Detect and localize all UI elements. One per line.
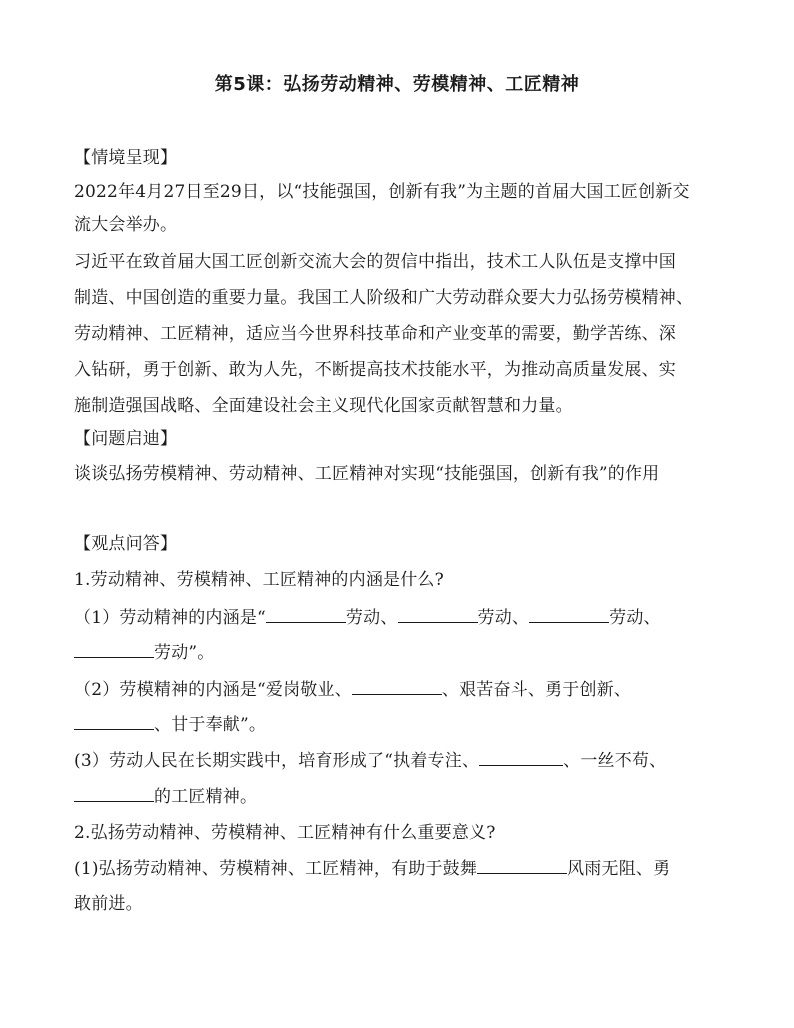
q1-2-prefix: （2）劳模精神的内涵是“爱岗敬业、	[74, 680, 352, 700]
q1-3-end: 的工匠精神。	[154, 787, 258, 807]
question-1-2-line2	[74, 713, 734, 737]
q1-1-sep: 、	[380, 608, 398, 628]
answer-blank[interactable]	[479, 749, 563, 766]
question-1-1-line1	[74, 606, 734, 630]
answer-blank[interactable]	[74, 713, 154, 730]
q1-1-end: 劳动”。	[154, 643, 215, 663]
question-1-1-line2	[74, 641, 734, 665]
scenario-para2-line1: 习近平在致首届大国工匠创新交流大会的贺信中指出，技术工人队伍是支撑中国	[74, 252, 676, 272]
scenario-para2-line5: 施制造强国战略、全面建设社会主义现代化国家贡献智慧和力量。	[74, 396, 573, 416]
scenario-para2-line4: 入钻研，勇于创新、敢为人先，不断提高技术技能水平，为推动高质量发展、实	[74, 360, 676, 380]
q2-1-prefix: (1)弘扬劳动精神、劳模精神、工匠精神，有助于鼓舞	[74, 859, 478, 879]
question-prompt-text: 谈谈弘扬劳模精神、劳动精神、工匠精神对实现“技能强国，创新有我”的作用	[74, 464, 660, 484]
scenario-para2-line3: 劳动精神、工匠精神，适应当今世界科技革命和产业变革的需要，勤学苦练、深	[74, 324, 676, 344]
q1-1-word: 劳动	[345, 608, 381, 628]
answer-blank[interactable]	[398, 606, 478, 623]
q1-1-word: 劳动	[609, 608, 644, 628]
q2-1-mid: 风雨无阻、勇	[567, 859, 671, 879]
question-1: 1.劳动精神、劳模精神、工匠精神的内涵是什么?	[74, 570, 444, 590]
q1-1-sep: 、	[643, 608, 661, 628]
page-title: 第5课：弘扬劳动精神、劳模精神、工匠精神	[214, 74, 580, 95]
q1-2-end: 、甘于奉献”。	[154, 715, 267, 735]
answer-blank[interactable]	[477, 857, 567, 874]
q1-1-sep: 、	[511, 608, 530, 628]
answer-blank[interactable]	[266, 606, 346, 623]
answer-blank[interactable]	[74, 641, 154, 658]
question-2-1-line2: 敢前进。	[74, 894, 143, 914]
question-2: 2.弘扬劳动精神、劳模精神、工匠精神有什么重要意义?	[74, 823, 496, 843]
q1-3-prefix: (3）劳动人民在长期实践中，培育形成了“执着专注、	[74, 751, 480, 771]
question-1-3-line1	[74, 749, 734, 773]
scenario-para1-line2: 流大会举办。	[74, 215, 178, 235]
question-prompt-heading: 【问题启迪】	[74, 429, 178, 449]
q1-1-word: 劳动	[477, 608, 512, 628]
scenario-heading: 【情境呈现】	[74, 148, 178, 168]
q1-2-mid: 、艰苦奋斗、勇于创新、	[441, 680, 632, 700]
q1-1-prefix: （1）劳动精神的内涵是“	[74, 608, 266, 628]
answer-blank[interactable]	[74, 785, 154, 802]
answer-blank[interactable]	[529, 606, 609, 623]
scenario-para1-line1: 2022年4月27日至29日，以“技能强国，创新有我”为主题的首届大国工匠创新交	[74, 182, 690, 202]
scenario-para2-line2: 制造、中国创造的重要力量。我国工人阶级和广大劳动群众要大力弘扬劳模精神、	[74, 288, 694, 308]
answer-blank[interactable]	[352, 678, 442, 695]
question-1-3-line2	[74, 785, 734, 809]
qa-heading: 【观点问答】	[74, 534, 178, 554]
question-1-2-line1	[74, 678, 734, 702]
question-2-1-line1	[74, 857, 734, 881]
q1-3-mid: 、一丝不苟、	[563, 751, 667, 771]
